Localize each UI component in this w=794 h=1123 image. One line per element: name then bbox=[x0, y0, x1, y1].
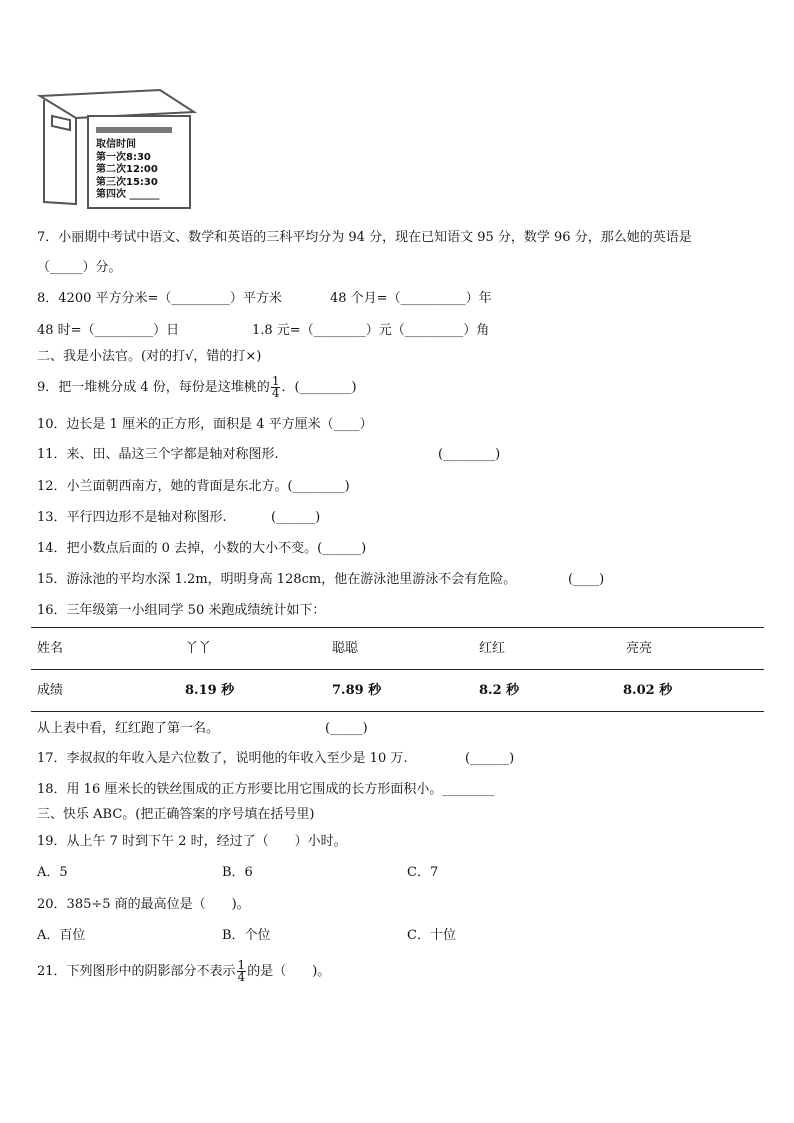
table-header-name: 姓名 bbox=[37, 641, 64, 656]
table-header-yaya: 丫丫 bbox=[185, 641, 212, 656]
q8-a: 8．4200 平方分米=（_________）平方米 bbox=[37, 291, 282, 306]
sign-time-1: 第一次8:30 bbox=[96, 151, 151, 163]
mailbox-sign bbox=[96, 139, 159, 202]
q10: 10．边长是 1 厘米的正方形，面积是 4 平方厘米（____） bbox=[37, 417, 373, 432]
q21-numerator: 1 bbox=[237, 958, 246, 972]
q18: 18．用 16 厘米长的铁丝围成的正方形要比用它围成的长方形面积小。________ bbox=[37, 782, 495, 797]
sign-time-3: 第三次15:30 bbox=[96, 176, 158, 188]
q14: 14．把小数点后面的 0 去掉，小数的大小不变。(______) bbox=[37, 541, 367, 556]
q19-option-a: A．5 bbox=[37, 865, 68, 880]
q8-d: 1.8 元=（________）元（_________）角 bbox=[252, 323, 490, 338]
q21-text: 21．下列图形中的阴影部分不表示 bbox=[37, 964, 236, 979]
q15-text: 15．游泳池的平均水深 1.2m，明明身高 128cm，他在游泳池里游泳不会有危险。 bbox=[37, 572, 517, 587]
q16-after: 从上表中看，红红跑了第一名。 bbox=[37, 721, 220, 736]
q20-text: 20．385÷5 商的最高位是（ )。 bbox=[37, 897, 250, 912]
q11-blank: (________) bbox=[438, 447, 501, 462]
q17-text: 17．李叔叔的年收入是六位数了，说明他的年收入至少是 10 万. bbox=[37, 751, 408, 766]
table-bottom-rule bbox=[31, 711, 764, 712]
table-top-rule bbox=[31, 627, 764, 628]
q13-text: 13．平行四边形不是轴对称图形. bbox=[37, 510, 227, 525]
section-3-heading: 三、快乐 ABC。(把正确答案的序号填在括号里) bbox=[37, 807, 315, 822]
table-header-honghong: 红红 bbox=[479, 641, 506, 656]
table-cell-liangliang: 8.02 秒 bbox=[623, 683, 673, 698]
q20-option-a: A．百位 bbox=[37, 928, 86, 943]
table-cell-yaya: 8.19 秒 bbox=[185, 683, 235, 698]
q13-blank: (______) bbox=[271, 510, 321, 525]
q9-text: 9．把一堆桃分成 4 份，每份是这堆桃的 bbox=[37, 380, 270, 395]
q9-blank: ．(________) bbox=[281, 380, 357, 395]
q8-c: 48 时=（_________）日 bbox=[37, 323, 180, 338]
sign-time-4: 第四次 ______ bbox=[96, 189, 160, 200]
q20-option-c: C．十位 bbox=[407, 928, 456, 943]
q21-denominator: 4 bbox=[237, 970, 246, 984]
table-row-label: 成绩 bbox=[37, 683, 64, 698]
q15-blank: (____) bbox=[568, 572, 605, 587]
section-2-heading: 二、我是小法官。(对的打√，错的打×) bbox=[37, 349, 262, 364]
q7-line2: （_____）分。 bbox=[37, 260, 122, 275]
q21-tail: 的是（ )。 bbox=[247, 964, 331, 979]
q7-line1: 7．小丽期中考试中语文、数学和英语的三科平均分为 94 分，现在已知语文 95 分，数学 96 分，那么她的英语是 bbox=[37, 230, 692, 245]
table-mid-rule bbox=[31, 669, 764, 670]
q12: 12．小兰面朝西南方，她的背面是东北方。(________) bbox=[37, 479, 350, 494]
q19-text: 19．从上午 7 时到下午 2 时，经过了（ ）小时。 bbox=[37, 834, 347, 849]
q9-denominator: 4 bbox=[271, 386, 280, 400]
sign-title: 取信时间 bbox=[96, 139, 136, 150]
table-header-congcong: 聪聪 bbox=[332, 641, 359, 656]
q19-option-b: B．6 bbox=[222, 865, 253, 880]
q17-blank: (______) bbox=[465, 751, 515, 766]
table-header-liangliang: 亮亮 bbox=[626, 641, 653, 656]
q9-numerator: 1 bbox=[271, 374, 280, 388]
q20-option-b: B．个位 bbox=[222, 928, 271, 943]
table-cell-congcong: 7.89 秒 bbox=[332, 683, 382, 698]
q16-blank: (_____) bbox=[325, 721, 368, 736]
q21-fraction bbox=[237, 960, 247, 983]
q16-text: 16．三年级第一小组同学 50 米跑成绩统计如下： bbox=[37, 603, 326, 618]
q8-b: 48 个月=（__________）年 bbox=[330, 291, 492, 306]
q9 bbox=[37, 376, 357, 399]
q21 bbox=[37, 960, 330, 983]
q11-text: 11．来、田、晶这三个字都是轴对称图形. bbox=[37, 447, 279, 462]
q19-option-c: C．7 bbox=[407, 865, 439, 880]
q9-fraction bbox=[271, 376, 281, 399]
sign-time-2: 第二次12:00 bbox=[96, 164, 158, 175]
table-cell-honghong: 8.2 秒 bbox=[479, 683, 520, 698]
